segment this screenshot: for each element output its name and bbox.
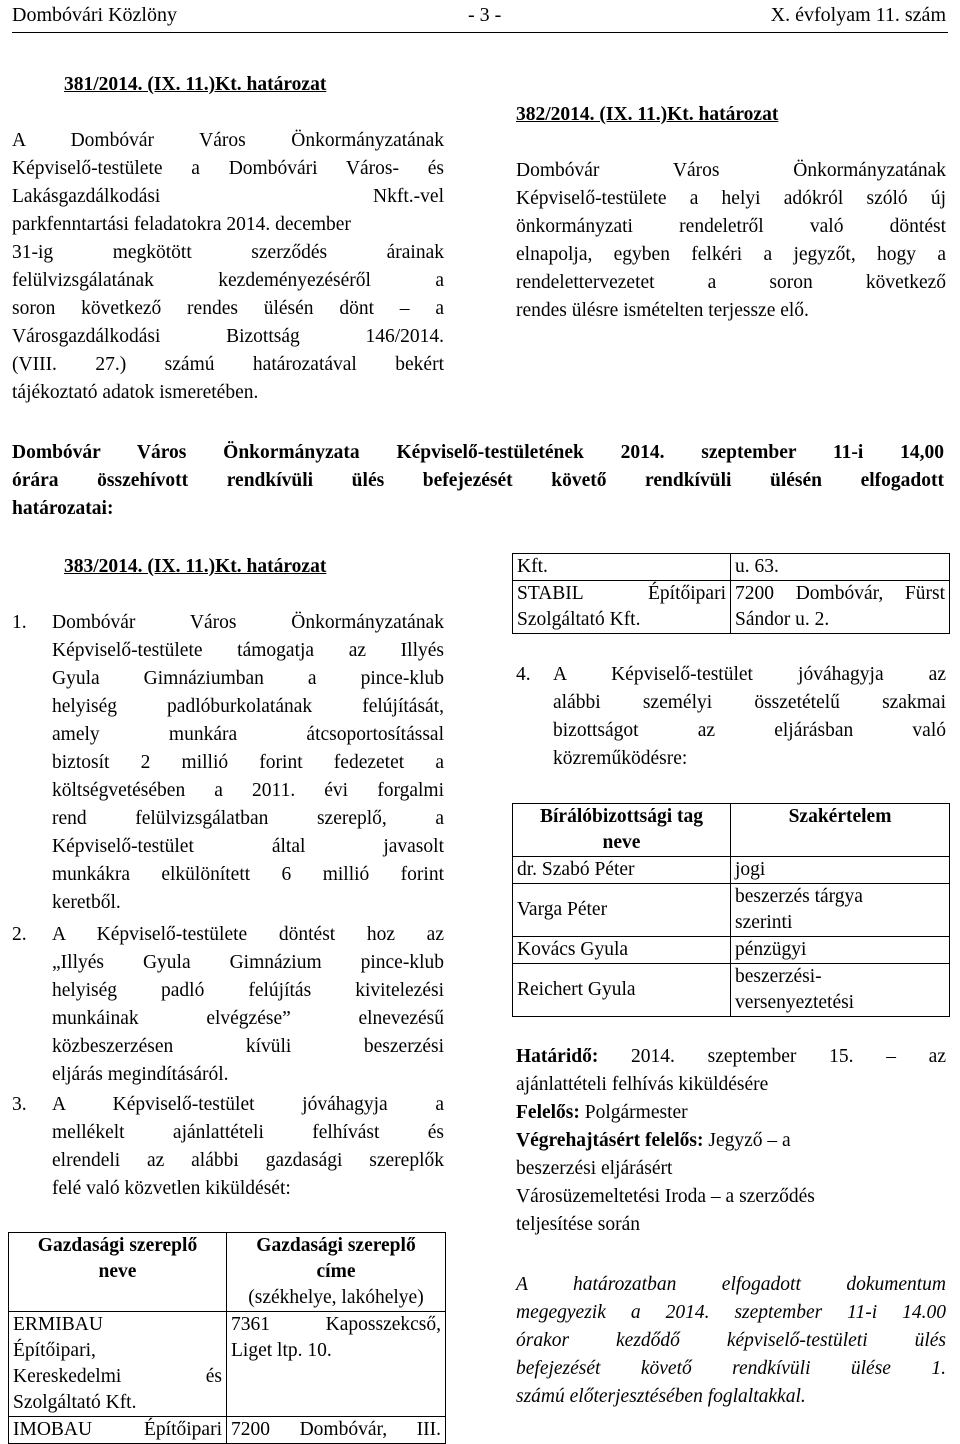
table-row	[9, 1312, 446, 1417]
economic-operators-table	[8, 1232, 446, 1444]
operator-name-cell	[513, 581, 731, 634]
operator-address-cell	[227, 1312, 446, 1417]
header-line: Bírálóbizottsági tag	[539, 806, 704, 827]
text-line: Képviselő-testület által javasolt	[52, 836, 444, 857]
heading-line: órára összehívott rendkívüli ülés befejezését követő rendkívüli ülésén elfogadott	[12, 470, 944, 491]
deadline-block	[516, 1043, 946, 1239]
text-line: alábbi személyi összetételű szakmai	[553, 692, 946, 713]
text-line: A határozatban elfogadott dokumentum	[516, 1274, 946, 1295]
table-row	[513, 964, 950, 1017]
exec-responsible-line	[516, 1127, 946, 1155]
text-line: elnapolja, egyben felkéri a jegyzőt, hogy a	[516, 244, 946, 265]
resolution-381-title: 381/2014. (IX. 11.)Kt. határozat	[64, 74, 327, 95]
table-row	[513, 554, 950, 581]
table-row	[513, 937, 950, 964]
text-line: számú előterjesztésében foglaltakkal.	[516, 1386, 806, 1407]
deadline-label: Határidő:	[516, 1046, 599, 1067]
table-header-cell	[513, 804, 731, 857]
text-line: munkákra elkülönített 6 millió forint	[52, 864, 444, 885]
text-line: befejezését követő rendkívüli ülése 1.	[516, 1358, 946, 1379]
text-line: helyiség padló felújítás kivitelezési	[52, 980, 444, 1001]
resolution-381-text	[12, 127, 444, 407]
point-4	[516, 661, 946, 773]
heading-line: Dombóvár Város Önkormányzata Képviselő-testületének 2014. szeptember 11-i 14,00	[12, 442, 944, 463]
cell-line: Sándor u. 2.	[735, 609, 830, 630]
text-line: biztosít 2 millió forint fedezetet a	[52, 752, 444, 773]
cell-line: u. 63.	[735, 556, 779, 577]
cell-line: IMOBAU Építőipari	[13, 1419, 222, 1440]
text-line: rend felülvizsgálatban szereplő, a	[52, 808, 444, 829]
text-line: felülvizsgálatának kezdeményezéséről a	[12, 270, 444, 291]
cell-line: STABIL Építőipari	[517, 583, 726, 604]
point-number: 4.	[516, 664, 531, 685]
header-line: neve	[602, 832, 641, 853]
cell-line: Kereskedelmi és	[13, 1366, 222, 1387]
text-line: mellékelt ajánlattételi felhívást és	[52, 1122, 444, 1143]
cell-line: beszerzési-	[735, 966, 822, 987]
table-header-row	[513, 804, 950, 857]
header-line: Szakértelem	[788, 806, 892, 827]
page-number: - 3 -	[468, 4, 502, 26]
cell-line: Kft.	[517, 556, 548, 577]
text-line: A Képviselő-testülete döntést hoz az	[52, 924, 444, 945]
text-line: rendes ülésre ismételten terjessze elő.	[516, 300, 809, 321]
responsible-line	[516, 1099, 946, 1127]
text-line: A Dombóvár Város Önkormányzatának	[12, 130, 444, 151]
page-header	[12, 0, 948, 33]
resolution-383-title: 383/2014. (IX. 11.)Kt. határozat	[64, 556, 327, 577]
cell-line: Építőipari,	[13, 1340, 96, 1361]
header-line: Gazdasági szereplő	[37, 1235, 198, 1256]
text-line: Lakásgazdálkodási Nkft.-vel	[12, 186, 444, 207]
header-line: címe	[316, 1261, 356, 1282]
expertise-cell	[731, 884, 950, 937]
text-line: elrendeli az alábbi gazdasági szereplők	[52, 1150, 444, 1171]
cell-line: Varga Péter	[517, 899, 608, 920]
cell-line: Szolgáltató Kft.	[13, 1392, 137, 1413]
cell-line: Reichert Gyula	[517, 979, 636, 1000]
table-row	[513, 581, 950, 634]
text-line: helyiség padlóburkolatának felújítását,	[52, 696, 444, 717]
responsible-label: Felelős:	[516, 1102, 580, 1123]
operator-address-cell	[731, 581, 950, 634]
member-name-cell	[513, 964, 731, 1017]
text-line: felé való közvetlen kiküldését:	[52, 1178, 291, 1199]
cell-line: ERMIBAU	[13, 1314, 103, 1335]
text-line: Dombóvár Város Önkormányzatának	[52, 612, 444, 633]
text-line: órakor kezdődő képviselő-testületi ülés	[516, 1330, 946, 1351]
deadline-continuation: ajánlattételi felhívás kiküldésére	[516, 1074, 769, 1095]
text-line: Dombóvár Város Önkormányzatának	[516, 160, 946, 181]
cell-line: pénzügyi	[735, 939, 807, 960]
closing-note	[516, 1271, 946, 1411]
operator-address-cell	[731, 554, 950, 581]
cell-line: szerinti	[735, 912, 793, 933]
deadline-value: 2014. szeptember 15. – az	[631, 1046, 946, 1067]
deadline-line	[516, 1043, 946, 1071]
heading-line: határozatai:	[12, 498, 114, 519]
text-line: 31-ig megkötött szerződés árainak	[12, 242, 444, 263]
economic-operators-table-continued	[512, 553, 950, 634]
table-header-row	[9, 1233, 446, 1312]
cell-line: Liget ltp. 10.	[231, 1340, 332, 1361]
header-line: Gazdasági szereplő	[256, 1235, 416, 1256]
text-line: bizottságot az eljárásban való	[553, 720, 946, 741]
table-row	[513, 884, 950, 937]
resolution-382-text	[516, 157, 946, 325]
point-2	[12, 921, 444, 1089]
cell-line: 7200 Dombóvár, Fürst	[735, 583, 945, 604]
text-line: megegyezik a 2014. szeptember 11-i 14.00	[516, 1302, 946, 1323]
header-line: neve	[98, 1261, 137, 1282]
expertise-cell	[731, 937, 950, 964]
text-line: beszerzési eljárásért	[516, 1158, 673, 1179]
text-line: A Képviselő-testület jóváhagyja a	[52, 1094, 444, 1115]
point-number: 2.	[12, 924, 27, 945]
text-line: keretből.	[52, 892, 121, 913]
session-heading	[12, 439, 944, 523]
text-line: tájékoztató adatok ismeretében.	[12, 382, 259, 403]
member-name-cell	[513, 884, 731, 937]
text-line: Képviselő-testülete a helyi adókról szóló új	[516, 188, 946, 209]
text-line: „Illyés Gyula Gimnázium pince-klub	[52, 952, 444, 973]
text-line: soron következő rendes ülésén dönt – a	[12, 298, 444, 319]
cell-line: 7200 Dombóvár, III.	[231, 1419, 441, 1440]
table-row	[9, 1417, 446, 1444]
text-line: amely munkára átcsoportosítással	[52, 724, 444, 745]
cell-line: beszerzés tárgya	[735, 886, 863, 907]
exec-responsible-label: Végrehajtásért felelős:	[516, 1130, 704, 1151]
cell-line: 7361 Kaposszekcső,	[231, 1314, 441, 1335]
cell-line: jogi	[735, 859, 766, 880]
table-row	[513, 857, 950, 884]
point-number: 1.	[12, 612, 27, 633]
evaluation-committee-table	[512, 803, 950, 1017]
issue-info: X. évfolyam 11. szám	[770, 4, 946, 26]
text-line: parkfenntartási feladatokra 2014. december	[12, 214, 351, 235]
header-line: (székhelye, lakóhelye)	[248, 1287, 424, 1308]
text-line: Képviselő-testülete támogatja az Illyés	[52, 640, 444, 661]
operator-name-cell	[9, 1312, 227, 1417]
text-line: Városgazdálkodási Bizottság 146/2014.	[12, 326, 444, 347]
text-line: Városüzemeltetési Iroda – a szerződés	[516, 1186, 815, 1207]
text-line: közreműködésre:	[553, 748, 688, 769]
text-line: Gyula Gimnáziumban a pince-klub	[52, 668, 444, 689]
text-line: Képviselő-testülete a Dombóvári Város- és	[12, 158, 444, 179]
expertise-cell	[731, 857, 950, 884]
text-line: közbeszerzésen kívüli beszerzési	[52, 1036, 444, 1057]
operator-name-cell	[9, 1417, 227, 1444]
point-3	[12, 1091, 444, 1203]
publication-name: Dombóvári Közlöny	[12, 4, 177, 26]
operator-address-cell	[227, 1417, 446, 1444]
text-line: munkáinak elvégzése” elnevezésű	[52, 1008, 444, 1029]
point-number: 3.	[12, 1094, 27, 1115]
point-1	[12, 609, 444, 917]
cell-line: dr. Szabó Péter	[517, 859, 635, 880]
text-line: költségvetésében a 2011. évi forgalmi	[52, 780, 444, 801]
text-line: eljárás megindításáról.	[52, 1064, 229, 1085]
cell-line: Szolgáltató Kft.	[517, 609, 641, 630]
exec-responsible-value: Jegyző – a	[708, 1130, 791, 1151]
table-header-cell	[731, 804, 950, 857]
responsible-value: Polgármester	[584, 1102, 688, 1123]
text-line: teljesítése során	[516, 1214, 640, 1235]
resolution-382-title: 382/2014. (IX. 11.)Kt. határozat	[516, 104, 779, 125]
text-line: A Képviselő-testület jóváhagyja az	[553, 664, 946, 685]
cell-line: Kovács Gyula	[517, 939, 629, 960]
table-header-cell	[9, 1233, 227, 1312]
text-line: (VIII. 27.) számú határozatával bekért	[12, 354, 444, 375]
operator-name-cell	[513, 554, 731, 581]
member-name-cell	[513, 937, 731, 964]
expertise-cell	[731, 964, 950, 1017]
text-line: rendelettervezetet a soron következő	[516, 272, 946, 293]
text-line: önkormányzati rendeletről való döntést	[516, 216, 946, 237]
table-header-cell	[227, 1233, 446, 1312]
cell-line: versenyeztetési	[735, 992, 855, 1013]
member-name-cell	[513, 857, 731, 884]
